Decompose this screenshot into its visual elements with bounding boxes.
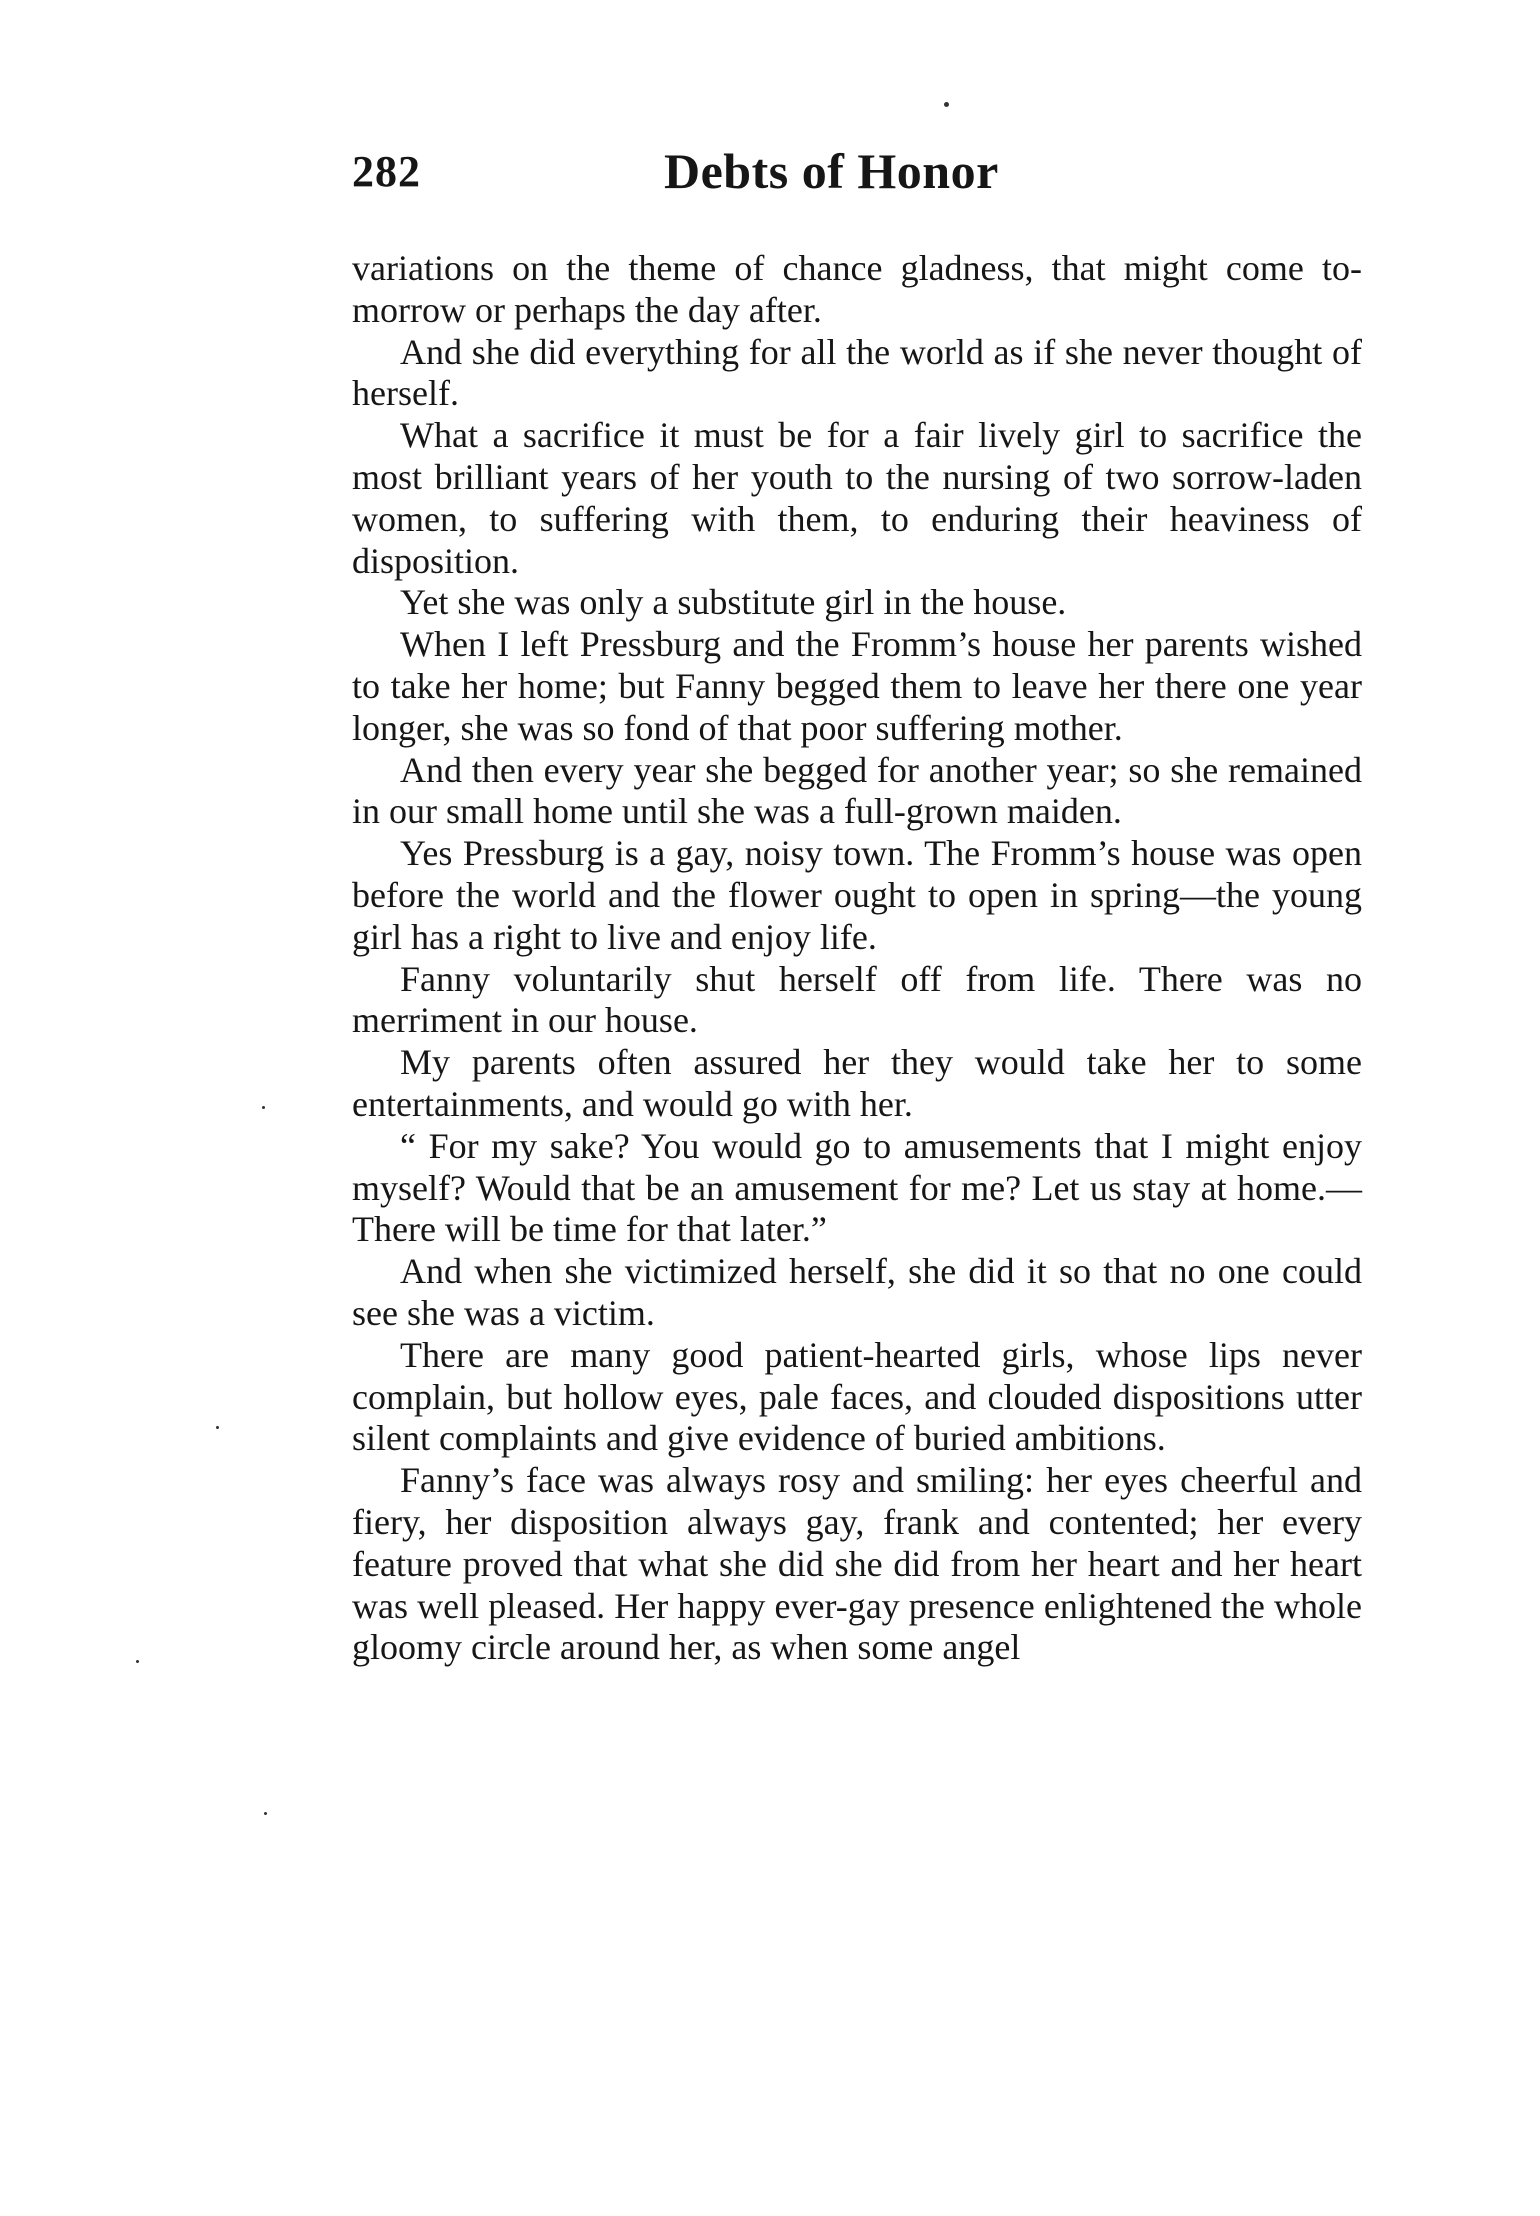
body-text bbox=[352, 248, 1362, 1669]
paragraph: And when she victimized herself, she did it so that no one could see she was a victim. bbox=[352, 1251, 1362, 1333]
paragraph: Yet she was only a substitute girl in the house. bbox=[400, 582, 1067, 623]
paragraph: And then every year she begged for another year; so she remained in our small home until she was a full-grown maiden. bbox=[352, 749, 1362, 832]
print-speck bbox=[262, 1106, 265, 1109]
paragraph: Yes Pressburg is a gay, noisy town. The Fromm’s house was open before the world and the flower ought to open in spring—the young girl has a right to live and enjoy life. bbox=[352, 833, 1362, 957]
paragraph: When I left Pressburg and the Fromm’s house her parents wished to take her home; but Fanny begged them to leave her there one year longer, she was so fond of that poor suffering mother. bbox=[352, 624, 1362, 748]
paragraph: variations on the theme of chance gladness, that might come to-morrow or perhaps the day after. bbox=[352, 248, 1362, 330]
paragraph: Fanny voluntarily shut herself off from life. There was no merriment in our house. bbox=[352, 958, 1362, 1041]
paragraph: My parents often assured her they would take her to some entertainments, and would go with her. bbox=[352, 1042, 1362, 1124]
paragraph: Fanny’s face was always rosy and smiling: her eyes cheerful and fiery, her disposition always gay, frank and contented; her every feature proved that what she did she did from her heart and her heart was well pleased. Her happy ever-gay presence enlightened the whole gloomy circle around her, as when some angel bbox=[352, 1460, 1362, 1668]
page-number: 282 bbox=[352, 147, 421, 196]
print-speck bbox=[944, 102, 949, 107]
print-speck bbox=[216, 1426, 219, 1429]
paragraph: What a sacrifice it must be for a fair lively girl to sacrifice the most brilliant years of her youth to the nursing of two sorrow-laden women, to suffering with them, to enduring their heaviness of disposition. bbox=[352, 415, 1362, 581]
paragraph: “ For my sake? You would go to amusements that I might enjoy myself? Would that be an amusement for me? Let us stay at home.—There will be time for that later.” bbox=[352, 1125, 1362, 1250]
paragraph: There are many good patient-hearted girls, whose lips never complain, but hollow eyes, pale faces, and clouded dispositions utter silent complaints and give evidence of buried ambitions. bbox=[352, 1334, 1362, 1459]
running-title: Debts of Honor bbox=[664, 143, 999, 199]
print-speck bbox=[136, 1660, 139, 1663]
print-speck bbox=[264, 1812, 267, 1815]
paragraph: And she did everything for all the world as if she never thought of herself. bbox=[352, 331, 1362, 414]
page-header bbox=[352, 143, 1372, 216]
